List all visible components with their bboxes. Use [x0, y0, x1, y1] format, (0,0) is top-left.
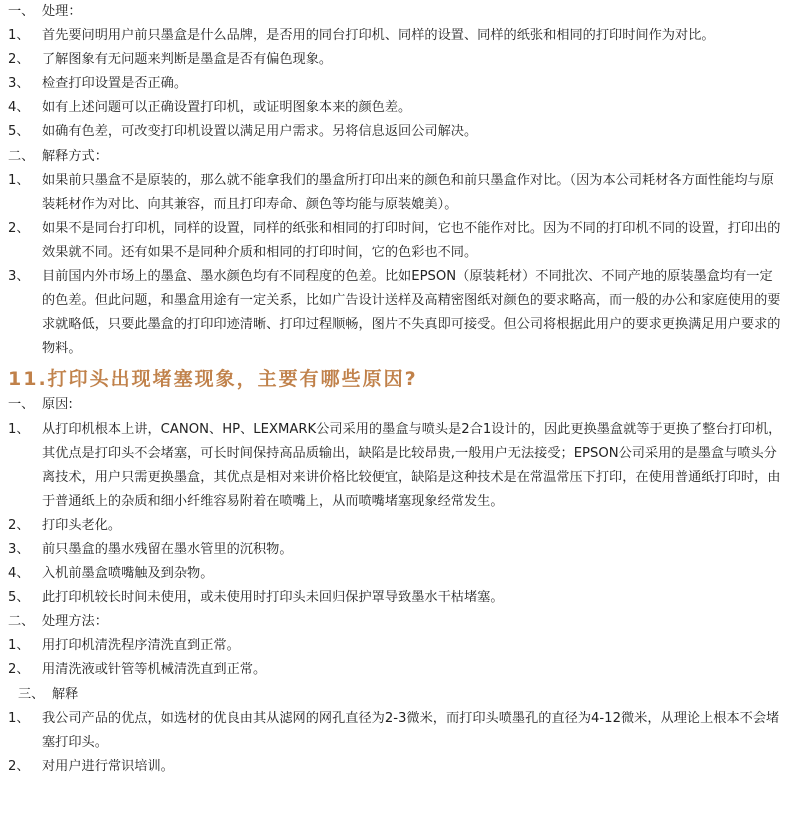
- list-item: [8, 265, 784, 361]
- item-number: 5、: [8, 124, 30, 140]
- list-item: [8, 634, 784, 658]
- method-list: [8, 634, 784, 682]
- item-number: 3、: [8, 269, 30, 285]
- item-number: 1、: [8, 28, 30, 44]
- section-title: 原因:: [42, 397, 73, 413]
- item-number: 1、: [8, 421, 30, 437]
- reason-list: [8, 418, 784, 611]
- section-reason-header: [8, 393, 784, 417]
- section-explain2-header: [8, 683, 784, 707]
- list-item: [8, 586, 784, 610]
- item-number: 2、: [8, 517, 30, 533]
- list-item: [8, 418, 784, 514]
- item-number: 1、: [8, 638, 30, 654]
- section-title: 处理：: [42, 4, 82, 19]
- item-number: 2、: [8, 52, 30, 68]
- item-text: 用清洗液或针管等机械清洗直到正常。: [42, 662, 267, 678]
- section-title: 解释方式：: [42, 148, 108, 164]
- item-text: 如确有色差，可改变打印机设置以满足用户需求。另将信息返回公司解决。: [42, 124, 478, 140]
- section-title: 解释: [52, 686, 79, 702]
- list-item: [8, 72, 784, 96]
- item-number: 4、: [8, 100, 30, 116]
- item-number: 2、: [8, 758, 30, 774]
- section-number: 一、: [8, 4, 35, 19]
- list-item: [8, 562, 784, 586]
- section-heading: 11.打印头出现堵塞现象，主要有哪些原因?: [8, 368, 418, 391]
- list-item: [8, 707, 784, 755]
- item-text: 首先要问明用户前只墨盒是什么品牌，是否用的同台打印机、同样的设置、同样的纸张和相同的打印时间作为对比。: [42, 28, 715, 44]
- list-item: [8, 169, 784, 217]
- item-text: 入机前墨盒喷嘴触及到杂物。: [42, 566, 214, 582]
- list-item: [8, 514, 784, 538]
- item-text: 如有上述问题可以正确设置打印机，或证明图象本来的颜色差。: [42, 100, 412, 116]
- list-item: [8, 217, 784, 265]
- list-item: [8, 120, 784, 144]
- item-text: 了解图象有无问题来判断是墨盒是否有偏色现象。: [42, 52, 333, 68]
- item-number: 2、: [8, 662, 30, 678]
- item-number: 4、: [8, 566, 30, 582]
- list-item: [8, 755, 784, 779]
- list-item: [8, 96, 784, 120]
- item-text: 如果不是同台打印机，同样的设置，同样的纸张和相同的打印时间，它也不能作对比。因为不同的打印机不同的设置，打印出的效果就不同。还有如果不是同种介质和相同的打印时间，它的色彩也不同。: [42, 220, 781, 260]
- item-text: 检查打印设置是否正确。: [42, 76, 188, 92]
- item-number: 1、: [8, 172, 30, 188]
- item-number: 1、: [8, 710, 30, 726]
- explain-list: [8, 169, 784, 362]
- item-text: 打印头老化。: [42, 517, 122, 533]
- item-text: 对用户进行常识培训。: [42, 758, 174, 774]
- item-text: 从打印机根本上讲，CANON、HP、LEXMARK公司采用的墨盒与喷头是2合1设计的，因此更换墨盒就等于更换了整台打印机，其优点是打印头不会堵塞，可长时间保持高品质输出，缺陷是比较昂贵,一般用户无法接受；EPSON公司采用的是墨盒与喷头分离技术，用户只需更换墨盒，其优点是相对来讲价格比较便宜，缺陷是这种技术是在常温常压下打印，在使用普通纸打印时，由于普通纸上的杂质和细小纤维容易附着在喷嘴上，从而喷嘴堵塞现象经常发生。: [42, 421, 782, 509]
- item-text: 此打印机较长时间未使用，或未使用时打印头未回归保护罩导致墨水干枯堵塞。: [42, 590, 504, 606]
- item-text: 我公司产品的优点，如选材的优良由其从滤网的网孔直径为2-3微米，而打印头喷墨孔的直径为4-12微米，从理论上根本不会堵塞打印头。: [42, 710, 780, 750]
- explain2-list: [8, 707, 784, 779]
- item-number: 2、: [8, 220, 30, 236]
- list-item: [8, 538, 784, 562]
- list-item: [8, 658, 784, 682]
- list-item: [8, 24, 784, 48]
- item-text: 目前国内外市场上的墨盒、墨水颜色均有不同程度的色差。比如EPSON（原装耗材）不同批次、不同产地的原装墨盒均有一定的色差。但此问题，和墨盒用途有一定关系，比如广告设计送样及高精密图纸对颜色的要求略高，而一般的办公和家庭使用的要求就略低，只要此墨盒的打印印迹清晰、打印过程顺畅，图片不失真即可接受。但公司将根据此用户的要求更换满足用户要求的物料。: [42, 269, 781, 357]
- section-number: 三、: [18, 686, 45, 702]
- item-number: 3、: [8, 76, 30, 92]
- section-number: 二、: [8, 148, 35, 164]
- section-title: 处理方法：: [42, 614, 108, 630]
- handle-list: [8, 24, 784, 144]
- item-text: 前只墨盒的墨水残留在墨水管里的沉积物。: [42, 541, 293, 557]
- section-method-header: [8, 610, 784, 634]
- section-number: 一、: [8, 397, 35, 413]
- section-explain-header: [8, 145, 784, 169]
- item-number: 5、: [8, 590, 30, 606]
- item-number: 3、: [8, 541, 30, 557]
- item-text: 用打印机清洗程序清洗直到正常。: [42, 638, 240, 654]
- section-handle-header: [8, 0, 784, 24]
- item-text: 如果前只墨盒不是原装的，那么就不能拿我们的墨盒所打印出来的颜色和前只墨盒作对比。（因为本公司耗材各方面性能均与原装耗材作为对比、向其兼容，而且打印寿命、颜色等均能与原装媲美）。: [42, 172, 774, 212]
- section-number: 二、: [8, 614, 35, 630]
- list-item: [8, 48, 784, 72]
